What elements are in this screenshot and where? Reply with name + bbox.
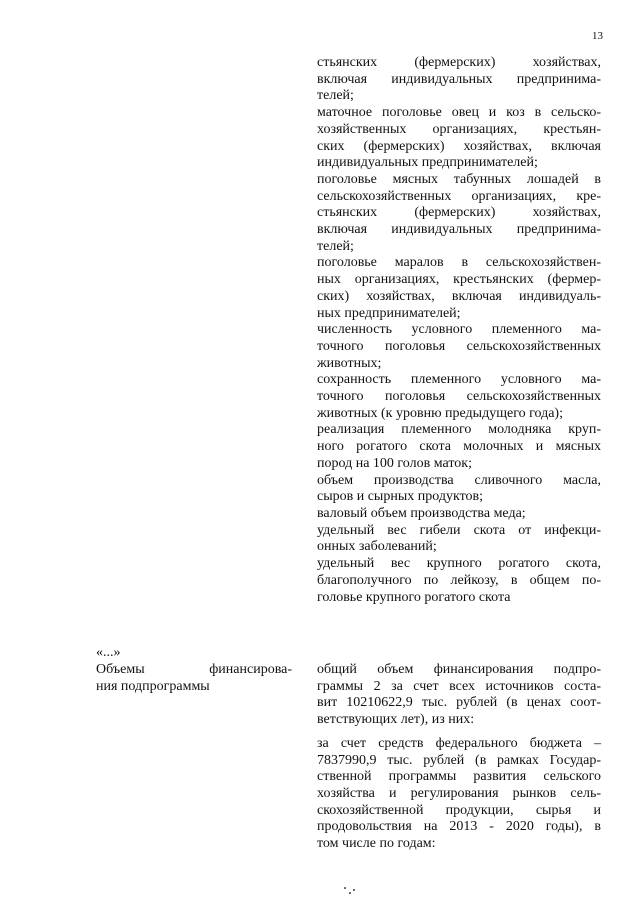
indicators-list bbox=[317, 55, 601, 606]
text-line: общий объем финансирования подпро- bbox=[317, 662, 601, 677]
text-line: включая индивидуальных предпринима- bbox=[317, 71, 601, 87]
text-line: за счет средств федерального бюджета – bbox=[317, 735, 601, 751]
financing-text bbox=[317, 662, 601, 853]
text-line: благополучного по лейкозу, в общем по- bbox=[317, 572, 601, 588]
page-number: 13 bbox=[592, 30, 603, 42]
text-line: телей; bbox=[317, 238, 354, 254]
text-line: удельный вес гибели скота от инфекци- bbox=[317, 522, 601, 538]
label-line: Объемы финансирова- bbox=[96, 662, 292, 677]
text-line: стьянских (фермерских) хозяйствах, bbox=[317, 55, 601, 70]
text-line: точного поголовья сельскохозяйственных bbox=[317, 338, 601, 354]
text-line: ских (фермерских) хозяйствах, включая bbox=[317, 138, 601, 154]
text-line: телей; bbox=[317, 88, 354, 104]
text-line: продовольствия на 2013 - 2020 годы), в bbox=[317, 819, 601, 835]
label-line: ния подпрограммы bbox=[96, 678, 210, 694]
text-line: вит 10210622,9 тыс. рублей (в ценах соот- bbox=[317, 695, 601, 711]
text-line: объем производства сливочного масла, bbox=[317, 472, 601, 488]
text-line: том числе по годам: bbox=[317, 836, 436, 852]
text-line: сыров и сырных продуктов; bbox=[317, 489, 484, 505]
section-label bbox=[96, 662, 292, 695]
text-line: 7837990,9 тыс. рублей (в рамках Государ- bbox=[317, 752, 601, 768]
text-line: поголовье маралов в сельскохозяйствен- bbox=[317, 255, 601, 271]
text-line: пород на 100 голов маток; bbox=[317, 455, 472, 471]
text-line: ственной программы развития сельского bbox=[317, 769, 601, 785]
text-line: ных предпринимателей; bbox=[317, 305, 461, 321]
scan-specks bbox=[340, 886, 360, 894]
text-line: удельный вес крупного рогатого скота, bbox=[317, 556, 601, 572]
text-line: ветствующих лет), из них: bbox=[317, 712, 475, 728]
text-line: индивидуальных предпринимателей; bbox=[317, 155, 538, 171]
text-line: стьянских (фермерских) хозяйствах, bbox=[317, 205, 601, 221]
text-line: головье крупного рогатого скота bbox=[317, 589, 511, 605]
text-line: хозяйства и регулирования рынков сель- bbox=[317, 785, 601, 801]
text-line: ских) хозяйствах, включая индивидуаль- bbox=[317, 288, 601, 304]
text-line: хозяйственных организациях, крестьян- bbox=[317, 121, 601, 137]
text-line: численность условного племенного ма- bbox=[317, 322, 601, 338]
text-line: точного поголовья сельскохозяйственных bbox=[317, 389, 601, 405]
text-line: скохозяйственной продукции, сырья и bbox=[317, 802, 601, 818]
text-line: поголовье мясных табунных лошадей в bbox=[317, 171, 601, 187]
text-line: ного рогатого скота молочных и мясных bbox=[317, 439, 601, 455]
text-line: сохранность племенного условного ма- bbox=[317, 372, 601, 388]
omission-marker: «...» bbox=[96, 645, 121, 660]
text-line: включая индивидуальных предпринима- bbox=[317, 222, 601, 238]
text-line: реализация племенного молодняка круп- bbox=[317, 422, 601, 438]
text-line: животных (к уровню предыдущего года); bbox=[317, 405, 563, 421]
text-line: ных организациях, крестьянских (фермер- bbox=[317, 272, 601, 288]
text-line: граммы 2 за счет всех источников соста- bbox=[317, 678, 601, 694]
text-line: онных заболеваний; bbox=[317, 539, 437, 555]
text-line: сельскохозяйственных организациях, кре- bbox=[317, 188, 601, 204]
text-line: валовый объем производства меда; bbox=[317, 505, 526, 521]
text-line: животных; bbox=[317, 355, 382, 371]
text-line: маточное поголовье овец и коз в сельско- bbox=[317, 105, 601, 121]
